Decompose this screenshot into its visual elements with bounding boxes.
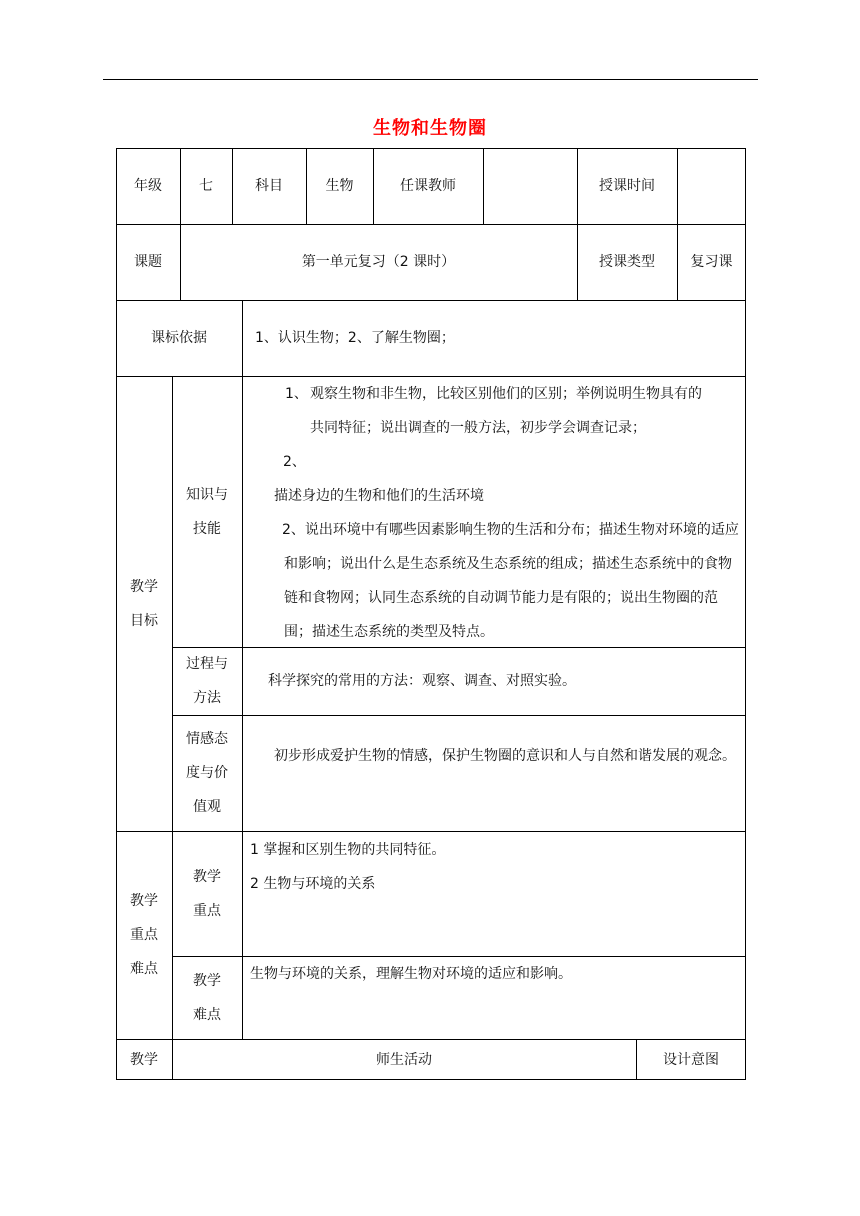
key-label-text: 教学重点难点 (130, 893, 158, 977)
knowledge-item2-number: 2、 (283, 454, 306, 470)
topic-label: 课题 (134, 254, 162, 270)
basis-label: 课标依据 (151, 330, 207, 346)
knowledge-item3: 2、说出环境中有哪些因素影响生物的生活和分布；描述生物对环境的适应和影响；说出什么是生态系统及生态系统的组成；描述生态系统中的食物链和食物网；认同生态系统的自动调节能力是有限的；说出生物圈的范围；描述生态系统的类型及特点。 (282, 522, 739, 640)
teacher-label: 任课教师 (400, 178, 456, 194)
col-divider (242, 300, 243, 376)
type-value: 复习课 (690, 254, 733, 270)
process-label-text: 过程与方法 (186, 656, 228, 706)
grade-label: 年级 (134, 178, 162, 194)
last-row-col1: 教学 (130, 1051, 158, 1068)
knowledge-item1-line2: 共同特征；说出调查的一般方法，初步学会调查记录； (310, 420, 646, 436)
focus-item-2: 2 生物与环境的关系 (250, 876, 376, 892)
basis-value: 1、认识生物；2、了解生物圈； (255, 330, 455, 346)
page-title: 生物和生物圈 (373, 118, 487, 139)
col-divider (172, 376, 173, 1039)
subject-value: 生物 (325, 178, 354, 194)
key-label (124, 831, 164, 1039)
goals-label-text: 教学目标 (130, 578, 158, 629)
process-text: 科学探究的常用的方法：观察、调查、对照实验。 (268, 673, 576, 689)
difficulty-label-text: 教学难点 (193, 972, 221, 1023)
difficulty-label (179, 956, 235, 1039)
col-divider (242, 831, 243, 1039)
last-row-col3: 设计意图 (663, 1051, 719, 1068)
row-divider (172, 715, 746, 716)
focus-label-text: 教学重点 (193, 868, 221, 919)
emotion-label (179, 715, 235, 831)
grade-value: 七 (199, 178, 213, 194)
type-label: 授课类型 (599, 254, 655, 270)
time-label: 授课时间 (599, 178, 655, 194)
difficulty-text: 生物与环境的关系，理解生物对环境的适应和影响。 (250, 966, 572, 982)
teacher-value (483, 148, 577, 224)
focus-label (179, 831, 235, 956)
last-row-col2: 师生活动 (376, 1051, 432, 1068)
knowledge-item2-line1: 描述身边的生物和他们的生活环境 (274, 488, 484, 504)
knowledge-item1-line1: 观察生物和非生物，比较区别他们的区别；举例说明生物具有的 (310, 386, 702, 402)
focus-item-1: 1 掌握和区别生物的共同特征。 (250, 842, 446, 858)
emotion-label-text: 情感态度与价值观 (186, 731, 228, 815)
knowledge-item1-number: 1、 (285, 386, 308, 402)
knowledge-label-text: 知识与技能 (186, 486, 228, 537)
emotion-text: 初步形成爱护生物的情感，保护生物圈的意识和人与自然和谐发展的观念。 (274, 748, 736, 764)
knowledge-label (179, 376, 235, 647)
topic-value: 第一单元复习（2 课时） (301, 254, 456, 270)
process-label (179, 647, 235, 715)
col-divider (242, 376, 243, 831)
goals-label (124, 376, 164, 831)
time-value (677, 148, 746, 224)
subject-label: 科目 (255, 178, 283, 194)
header-rule (103, 79, 758, 80)
